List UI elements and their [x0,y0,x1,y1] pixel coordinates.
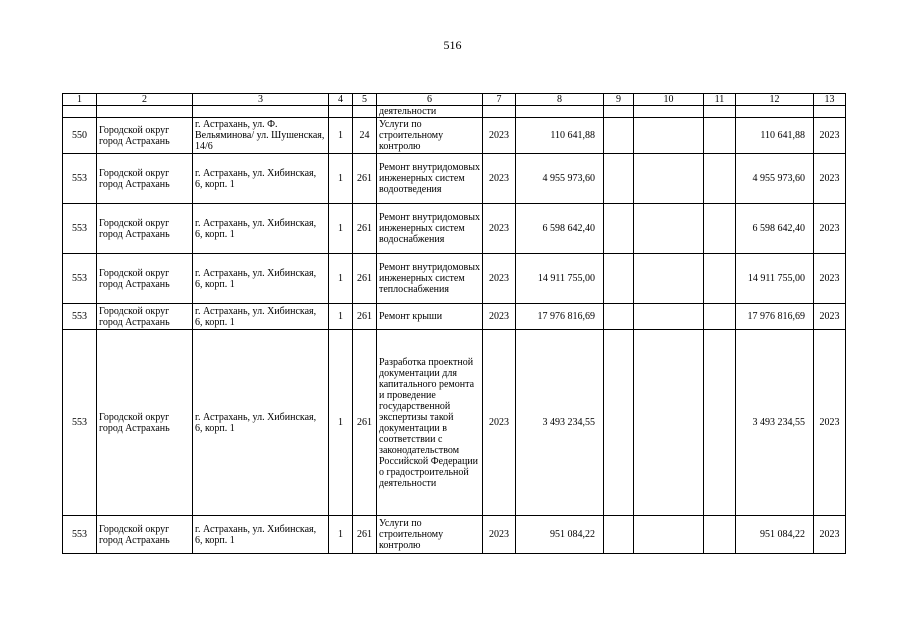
header-cell: 4 [329,94,353,106]
cell-number: 553 [63,516,97,554]
header-cell: 9 [604,94,634,106]
cell-work-type: Услуги по строительному контролю [377,516,483,554]
cell-col11 [704,516,736,554]
cell-cost-total: 14 911 755,00 [736,254,814,304]
cell-year: 2023 [483,516,516,554]
cell-col9 [604,304,634,330]
cell-cost-total: 17 976 816,69 [736,304,814,330]
cell-col11 [704,204,736,254]
cell-year-end: 2023 [814,154,846,204]
cell-col5: 261 [353,154,377,204]
table-row [63,516,846,554]
cell-year-end: 2023 [814,516,846,554]
page-number: 516 [443,38,462,52]
cell-col4: 1 [329,118,353,154]
cell-col5: 261 [353,204,377,254]
header-cell: 7 [483,94,516,106]
cell-year-end: 2023 [814,304,846,330]
cell-col4: 1 [329,254,353,304]
cell-cost-total: 4 955 973,60 [736,154,814,204]
cell-address: г. Астрахань, ул. Хибинская, 6, корп. 1 [193,254,329,304]
cell-cost: 6 598 642,40 [516,204,604,254]
program-table [62,93,846,554]
header-cell: 2 [97,94,193,106]
cell-work-type: деятельности [377,106,483,118]
cell-year-end: 2023 [814,330,846,516]
cell-col5: 261 [353,304,377,330]
cell-year: 2023 [483,254,516,304]
cell-col4: 1 [329,204,353,254]
header-cell: 6 [377,94,483,106]
cell-municipality: Городской округ город Астрахань [97,304,193,330]
cell-col9 [604,254,634,304]
header-cell: 3 [193,94,329,106]
table-row [63,304,846,330]
cell-col10 [634,516,704,554]
table-row [63,254,846,304]
cell-number: 553 [63,204,97,254]
cell-col11 [704,330,736,516]
header-row [63,94,846,106]
cell-year: 2023 [483,118,516,154]
cell-col5: 24 [353,118,377,154]
cell-col9 [604,204,634,254]
cell-work-type: Ремонт внутридомовых инженерных систем водоотведения [377,154,483,204]
cell-cost-total: 110 641,88 [736,118,814,154]
cell-cost: 14 911 755,00 [516,254,604,304]
cell-year-end: 2023 [814,204,846,254]
cell-col4: 1 [329,330,353,516]
cell-cost: 110 641,88 [516,118,604,154]
header-cell: 1 [63,94,97,106]
cell-year: 2023 [483,154,516,204]
header-cell: 11 [704,94,736,106]
cell-municipality: Городской округ город Астрахань [97,204,193,254]
cell-address: г. Астрахань, ул. Хибинская, 6, корп. 1 [193,330,329,516]
cell-number: 550 [63,118,97,154]
cell-address: г. Астрахань, ул. Хибинская, 6, корп. 1 [193,154,329,204]
header-cell: 8 [516,94,604,106]
table-row [63,330,846,516]
cell-col11 [704,304,736,330]
cell-col4: 1 [329,516,353,554]
cell-year: 2023 [483,204,516,254]
cell-col10 [634,330,704,516]
cell-col10 [634,154,704,204]
cell-col5: 261 [353,516,377,554]
cell-year-end: 2023 [814,254,846,304]
header-cell: 13 [814,94,846,106]
cell-cost-total: 6 598 642,40 [736,204,814,254]
cell-address: г. Астрахань, ул. Хибинская, 6, корп. 1 [193,204,329,254]
cell-col10 [634,254,704,304]
cell-cost: 951 084,22 [516,516,604,554]
cell-col4: 1 [329,154,353,204]
cell-col5: 261 [353,254,377,304]
cell-municipality: Городской округ город Астрахань [97,154,193,204]
cell-col9 [604,118,634,154]
cell-municipality: Городской округ город Астрахань [97,330,193,516]
cell-col11 [704,118,736,154]
cell-number: 553 [63,330,97,516]
cell-work-type: Ремонт крыши [377,304,483,330]
cell-year: 2023 [483,304,516,330]
cell-work-type: Услуги по строительному контролю [377,118,483,154]
continuation-row [63,106,846,118]
cell-col11 [704,254,736,304]
cell-municipality: Городской округ город Астрахань [97,254,193,304]
cell-number: 553 [63,254,97,304]
cell-col10 [634,118,704,154]
table-row [63,204,846,254]
cell-col10 [634,304,704,330]
header-cell: 12 [736,94,814,106]
cell-work-type: Ремонт внутридомовых инженерных систем водоснабжения [377,204,483,254]
cell-col9 [604,330,634,516]
cell-number: 553 [63,154,97,204]
cell-col11 [704,154,736,204]
cell-cost-total: 951 084,22 [736,516,814,554]
table-row [63,154,846,204]
cell-address: г. Астрахань, ул. Ф. Вельяминова/ ул. Шушенская, 14/6 [193,118,329,154]
header-cell: 10 [634,94,704,106]
cell-work-type: Ремонт внутридомовых инженерных систем теплоснабжения [377,254,483,304]
cell-address: г. Астрахань, ул. Хибинская, 6, корп. 1 [193,516,329,554]
cell-cost: 17 976 816,69 [516,304,604,330]
cell-col10 [634,204,704,254]
cell-col9 [604,516,634,554]
cell-col5: 261 [353,330,377,516]
cell-work-type: Разработка проектной документации для капитального ремонта и проведение государственной экспертизы такой документации в соответствии с законодательством Российской Федерации о градостроительной деятельности [377,330,483,516]
header-cell: 5 [353,94,377,106]
cell-cost: 3 493 234,55 [516,330,604,516]
cell-address: г. Астрахань, ул. Хибинская, 6, корп. 1 [193,304,329,330]
cell-col9 [604,154,634,204]
cell-cost: 4 955 973,60 [516,154,604,204]
cell-col4: 1 [329,304,353,330]
table-row [63,118,846,154]
cell-number: 553 [63,304,97,330]
cell-cost-total: 3 493 234,55 [736,330,814,516]
cell-municipality: Городской округ город Астрахань [97,118,193,154]
cell-municipality: Городской округ город Астрахань [97,516,193,554]
cell-year: 2023 [483,330,516,516]
cell-year-end: 2023 [814,118,846,154]
